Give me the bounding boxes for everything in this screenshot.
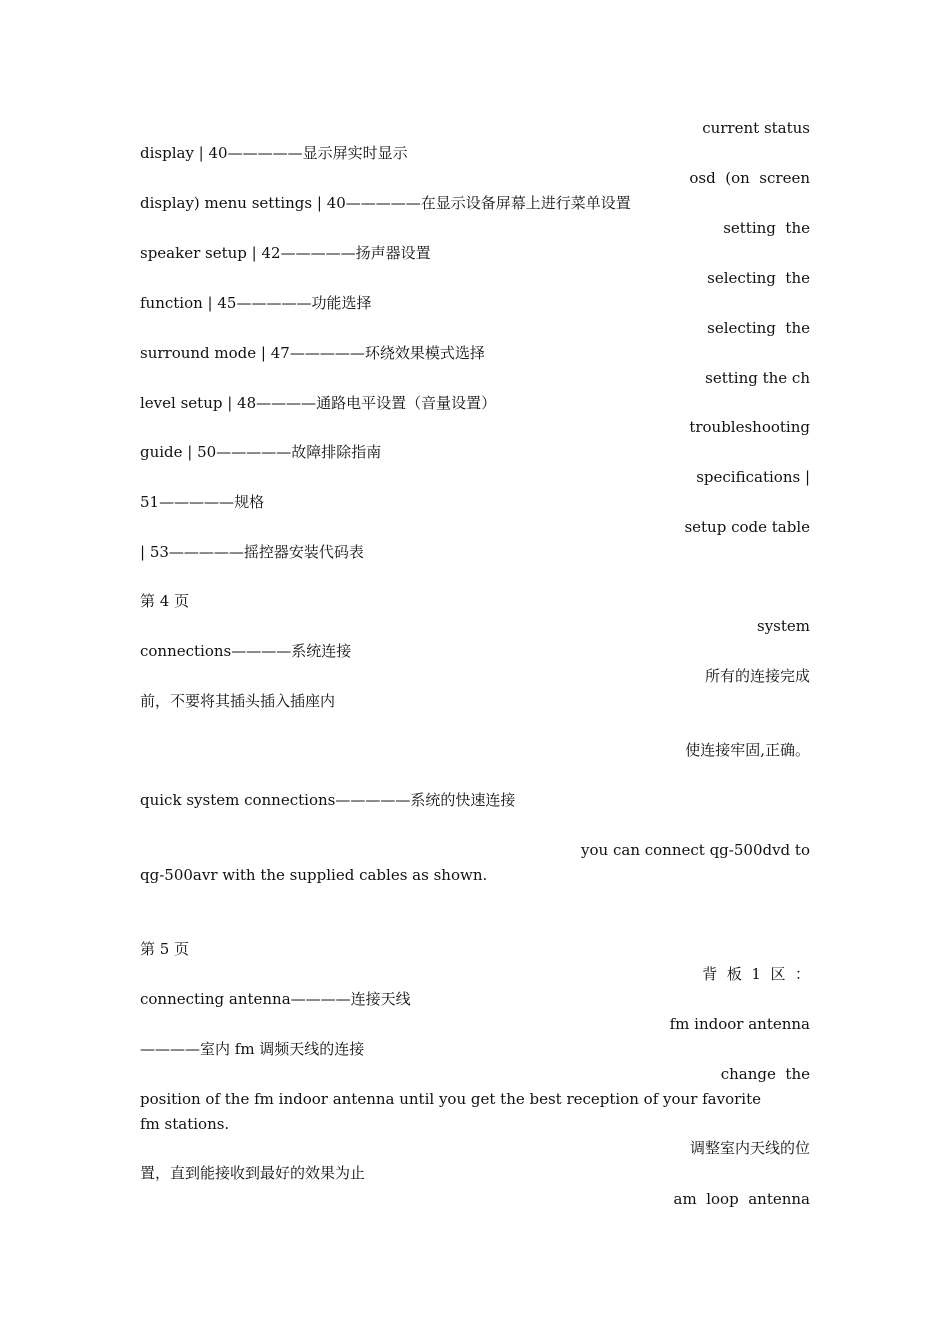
note-line: 使连接牢固,正确。 bbox=[685, 741, 810, 759]
toc-text: selecting the bbox=[707, 269, 810, 287]
page-number: 第 5 页 bbox=[140, 940, 190, 958]
toc-entry-a bbox=[0, 415, 950, 440]
toc-text: function | 45—————功能选择 bbox=[140, 294, 372, 312]
toc-entry-b bbox=[0, 490, 950, 515]
am-antenna-line: am loop antenna bbox=[673, 1190, 810, 1208]
adjust-line: 调整室内天线的位 bbox=[689, 1139, 810, 1157]
toc-text: 51—————规格 bbox=[140, 493, 265, 511]
toc-entry-b bbox=[0, 440, 950, 465]
toc-text: troubleshooting bbox=[689, 418, 810, 436]
text-line bbox=[0, 689, 950, 714]
text-line bbox=[0, 1161, 950, 1186]
change-position-line: position of the fm indoor antenna until you get the best reception of your favorite bbox=[140, 1090, 762, 1108]
adjust-line: 置，直到能接收到最好的效果为止 bbox=[140, 1164, 366, 1182]
change-position-line: fm stations. bbox=[140, 1115, 230, 1133]
connect-line: you can connect qg-500dvd to bbox=[581, 841, 810, 859]
toc-entry-b bbox=[0, 291, 950, 316]
text-line bbox=[0, 1037, 950, 1062]
toc-text: guide | 50—————故障排除指南 bbox=[140, 443, 382, 461]
text-line bbox=[0, 1087, 950, 1112]
text-line bbox=[0, 738, 950, 763]
toc-entry-a bbox=[0, 366, 950, 391]
toc-entry-a bbox=[0, 166, 950, 191]
toc-entry-a bbox=[0, 515, 950, 540]
text-line bbox=[0, 1136, 950, 1161]
system-connections-line: connections————系统连接 bbox=[140, 642, 352, 660]
toc-text: osd (on screen bbox=[689, 169, 810, 187]
note-line: 所有的连接完成 bbox=[704, 667, 810, 685]
toc-text: selecting the bbox=[707, 319, 810, 337]
toc-entry-a bbox=[0, 216, 950, 241]
text-line bbox=[0, 1187, 950, 1212]
page-number: 第 4 页 bbox=[140, 592, 190, 610]
quick-connections-line: quick system connections—————系统的快速连接 bbox=[140, 791, 516, 809]
antenna-line: connecting antenna————连接天线 bbox=[140, 990, 411, 1008]
toc-entry-a bbox=[0, 116, 950, 141]
toc-text: current status bbox=[702, 119, 810, 137]
toc-entry-a bbox=[0, 266, 950, 291]
toc-text: speaker setup | 42—————扬声器设置 bbox=[140, 244, 431, 262]
text-line bbox=[0, 1012, 950, 1037]
rear-panel-line: 背 板 1 区 ： bbox=[702, 965, 810, 983]
toc-text: setting the bbox=[723, 219, 810, 237]
toc-text: level setup | 48————通路电平设置（音量设置） bbox=[140, 394, 497, 412]
toc-entry-b bbox=[0, 540, 950, 565]
fm-antenna-line: fm indoor antenna bbox=[669, 1015, 810, 1033]
toc-text: display) menu settings | 40—————在显示设备屏幕上进行菜单设置 bbox=[140, 194, 631, 212]
text-line bbox=[0, 639, 950, 664]
text-line bbox=[0, 614, 950, 639]
toc-text: setup code table bbox=[684, 518, 810, 536]
toc-text: setting the ch bbox=[705, 369, 810, 387]
text-line bbox=[0, 664, 950, 689]
connect-line: qg-500avr with the supplied cables as shown. bbox=[140, 866, 488, 884]
text-line bbox=[0, 1062, 950, 1087]
toc-entry-b bbox=[0, 141, 950, 166]
text-line bbox=[0, 1112, 950, 1137]
text-line bbox=[0, 863, 950, 888]
fm-antenna-line: ————室内 fm 调频天线的连接 bbox=[140, 1040, 365, 1058]
text-line bbox=[0, 788, 950, 813]
text-line bbox=[0, 987, 950, 1012]
toc-entry-b bbox=[0, 391, 950, 416]
toc-text: specifications | bbox=[696, 468, 810, 486]
toc-text: surround mode | 47—————环绕效果模式选择 bbox=[140, 344, 485, 362]
toc-text: | 53—————摇控器安装代码表 bbox=[140, 543, 364, 561]
text-line bbox=[0, 838, 950, 863]
toc-entry-b bbox=[0, 241, 950, 266]
text-line bbox=[0, 962, 950, 987]
change-position-line: change the bbox=[720, 1065, 810, 1083]
toc-entry-b bbox=[0, 191, 950, 216]
toc-entry-a bbox=[0, 465, 950, 490]
system-connections-line: system bbox=[757, 617, 810, 635]
toc-entry-b bbox=[0, 341, 950, 366]
page-heading bbox=[0, 937, 950, 962]
note-line: 前，不要将其插头插入插座内 bbox=[140, 692, 336, 710]
page-heading bbox=[0, 589, 950, 614]
toc-text: display | 40—————显示屏实时显示 bbox=[140, 144, 408, 162]
toc-entry-a bbox=[0, 316, 950, 341]
